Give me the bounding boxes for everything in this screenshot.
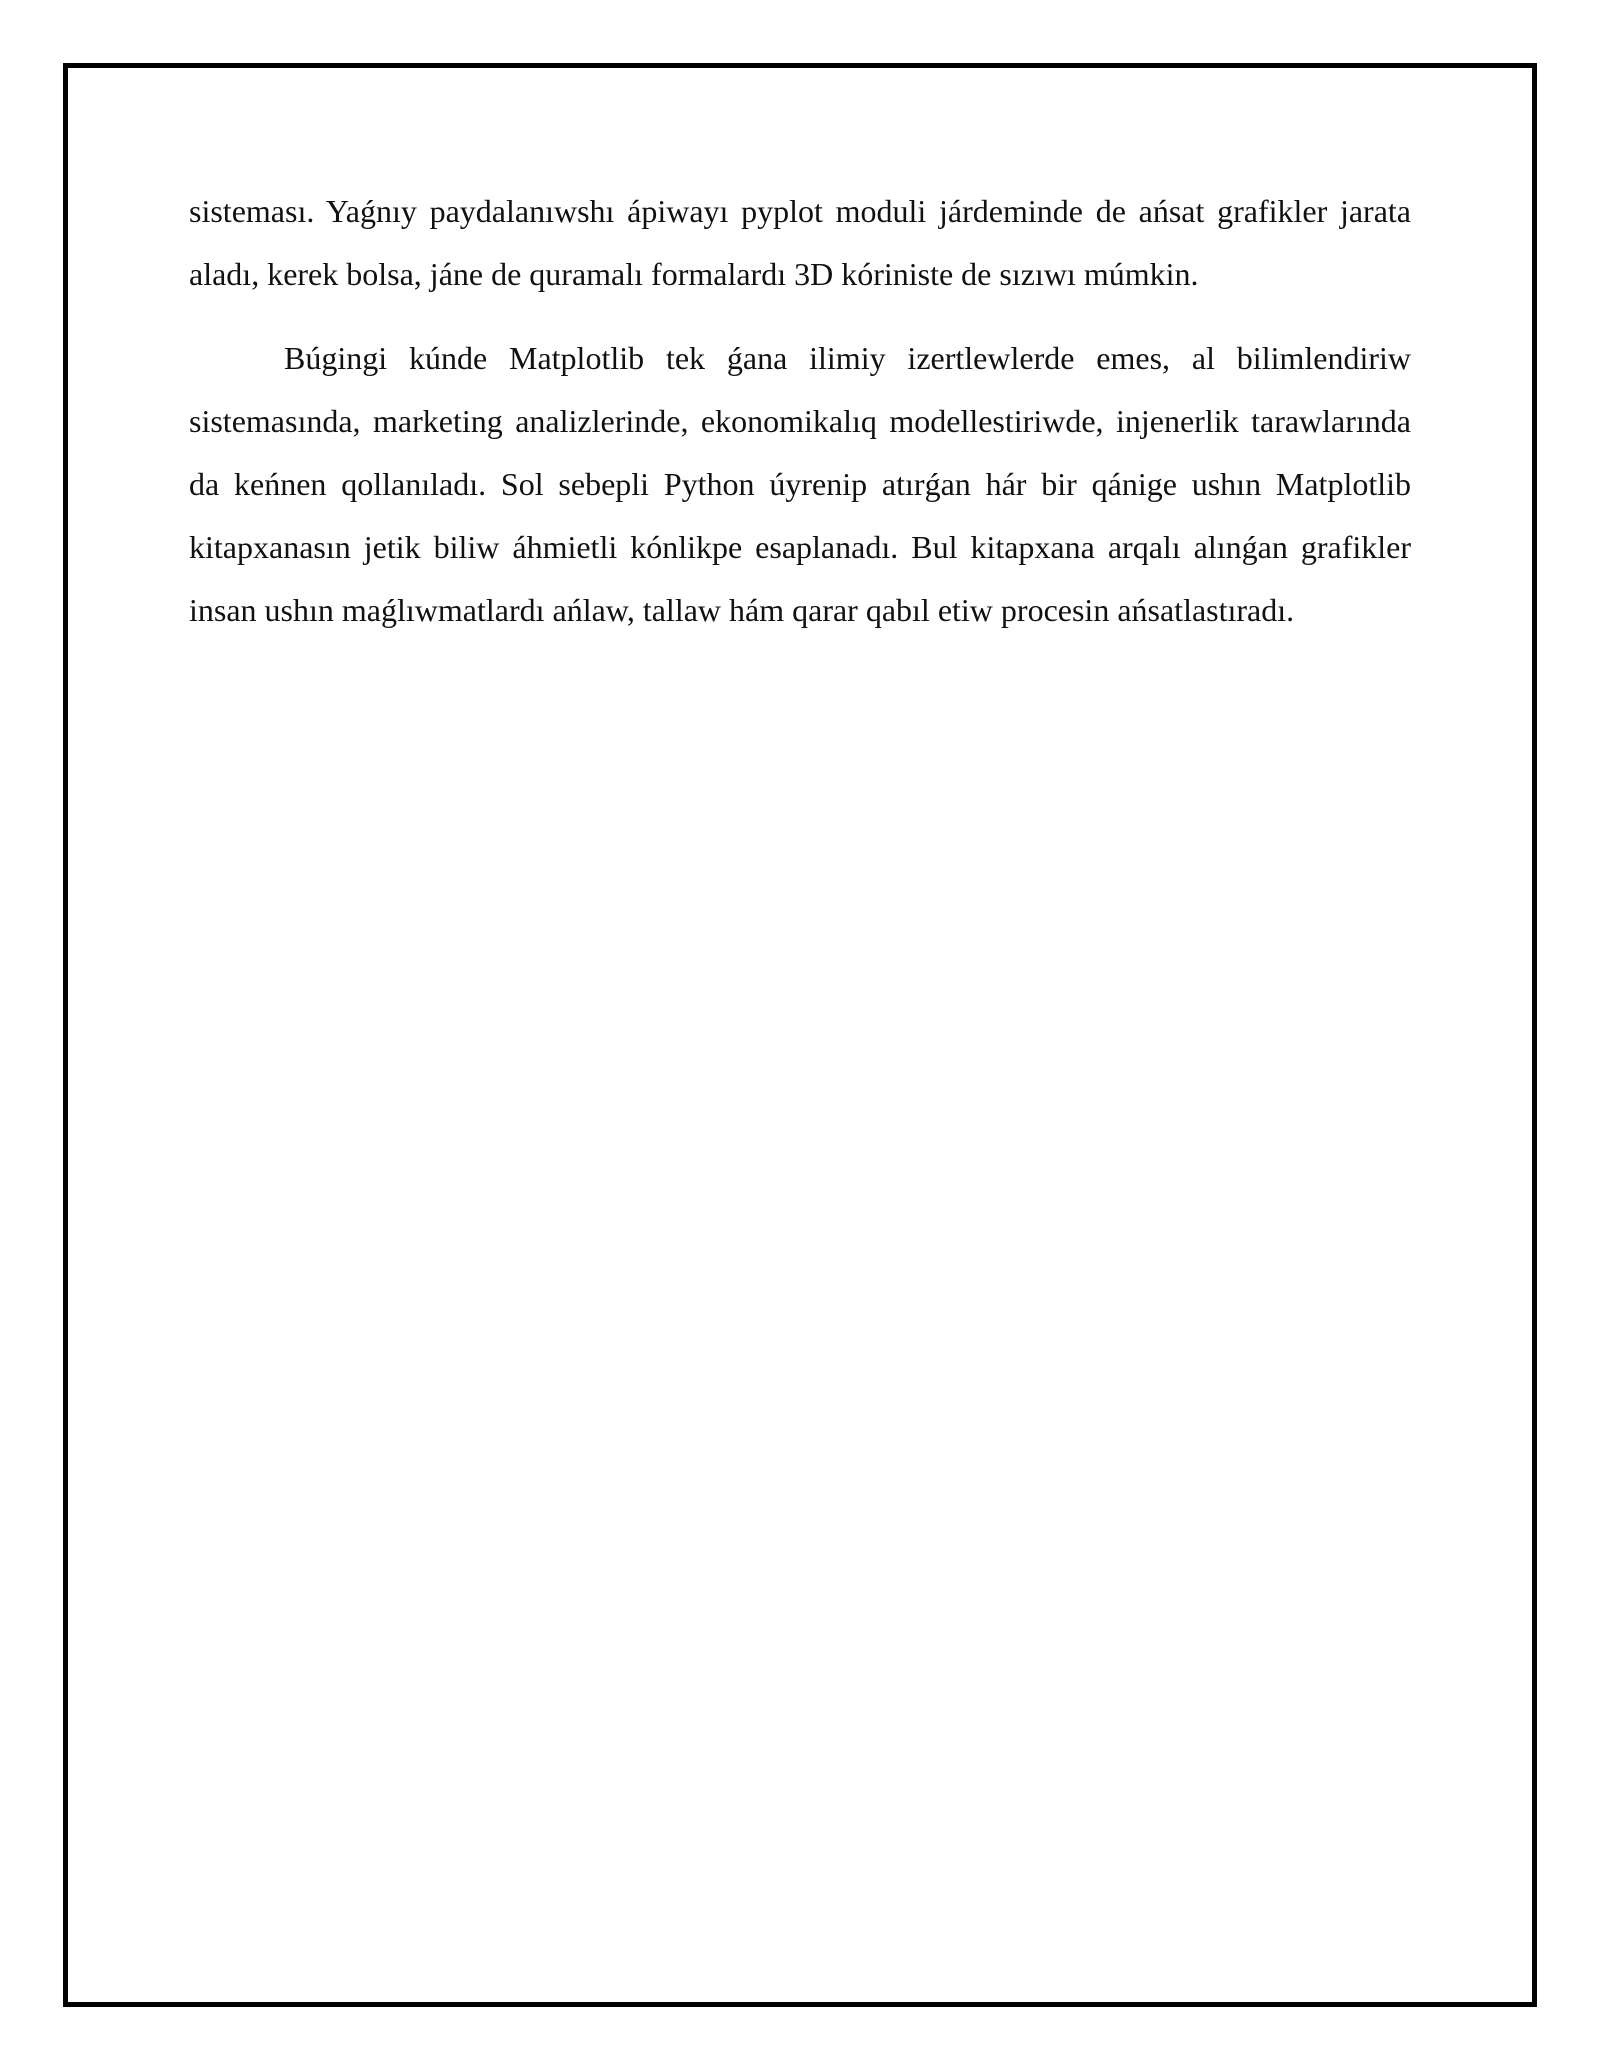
paragraph-continued: sisteması. Yaǵnıy paydalanıwshı ápiwayı pyplot moduli járdeminde de ańsat grafikler jarata aladı, kerek bolsa, jáne de quramalı formalardı 3D kóriniste de sızıwı múmkin. xyxy=(189,193,1411,292)
document-body xyxy=(189,180,1411,642)
paragraph-matplotlib-usage: Búgingi kúnde Matplotlib tek ǵana ilimiy izertlewlerde emes, al bilimlendiriw sistemasında, marketing analizlerinde, ekonomikalıq modellestiriwde, injenerlik tarawlarında da keńnen qollanıladı. Sol sebepli Python úyrenip atırǵan hár bir qánige ushın Matplotlib kitapxanasın jetik biliw áhmietli kónlikpe esaplanadı. Bul kitapxana arqalı alınǵan grafikler insan ushın maǵlıwmatlardı ańlaw, tallaw hám qarar qabıl etiw procesin ańsatlastıradı. xyxy=(189,340,1411,628)
